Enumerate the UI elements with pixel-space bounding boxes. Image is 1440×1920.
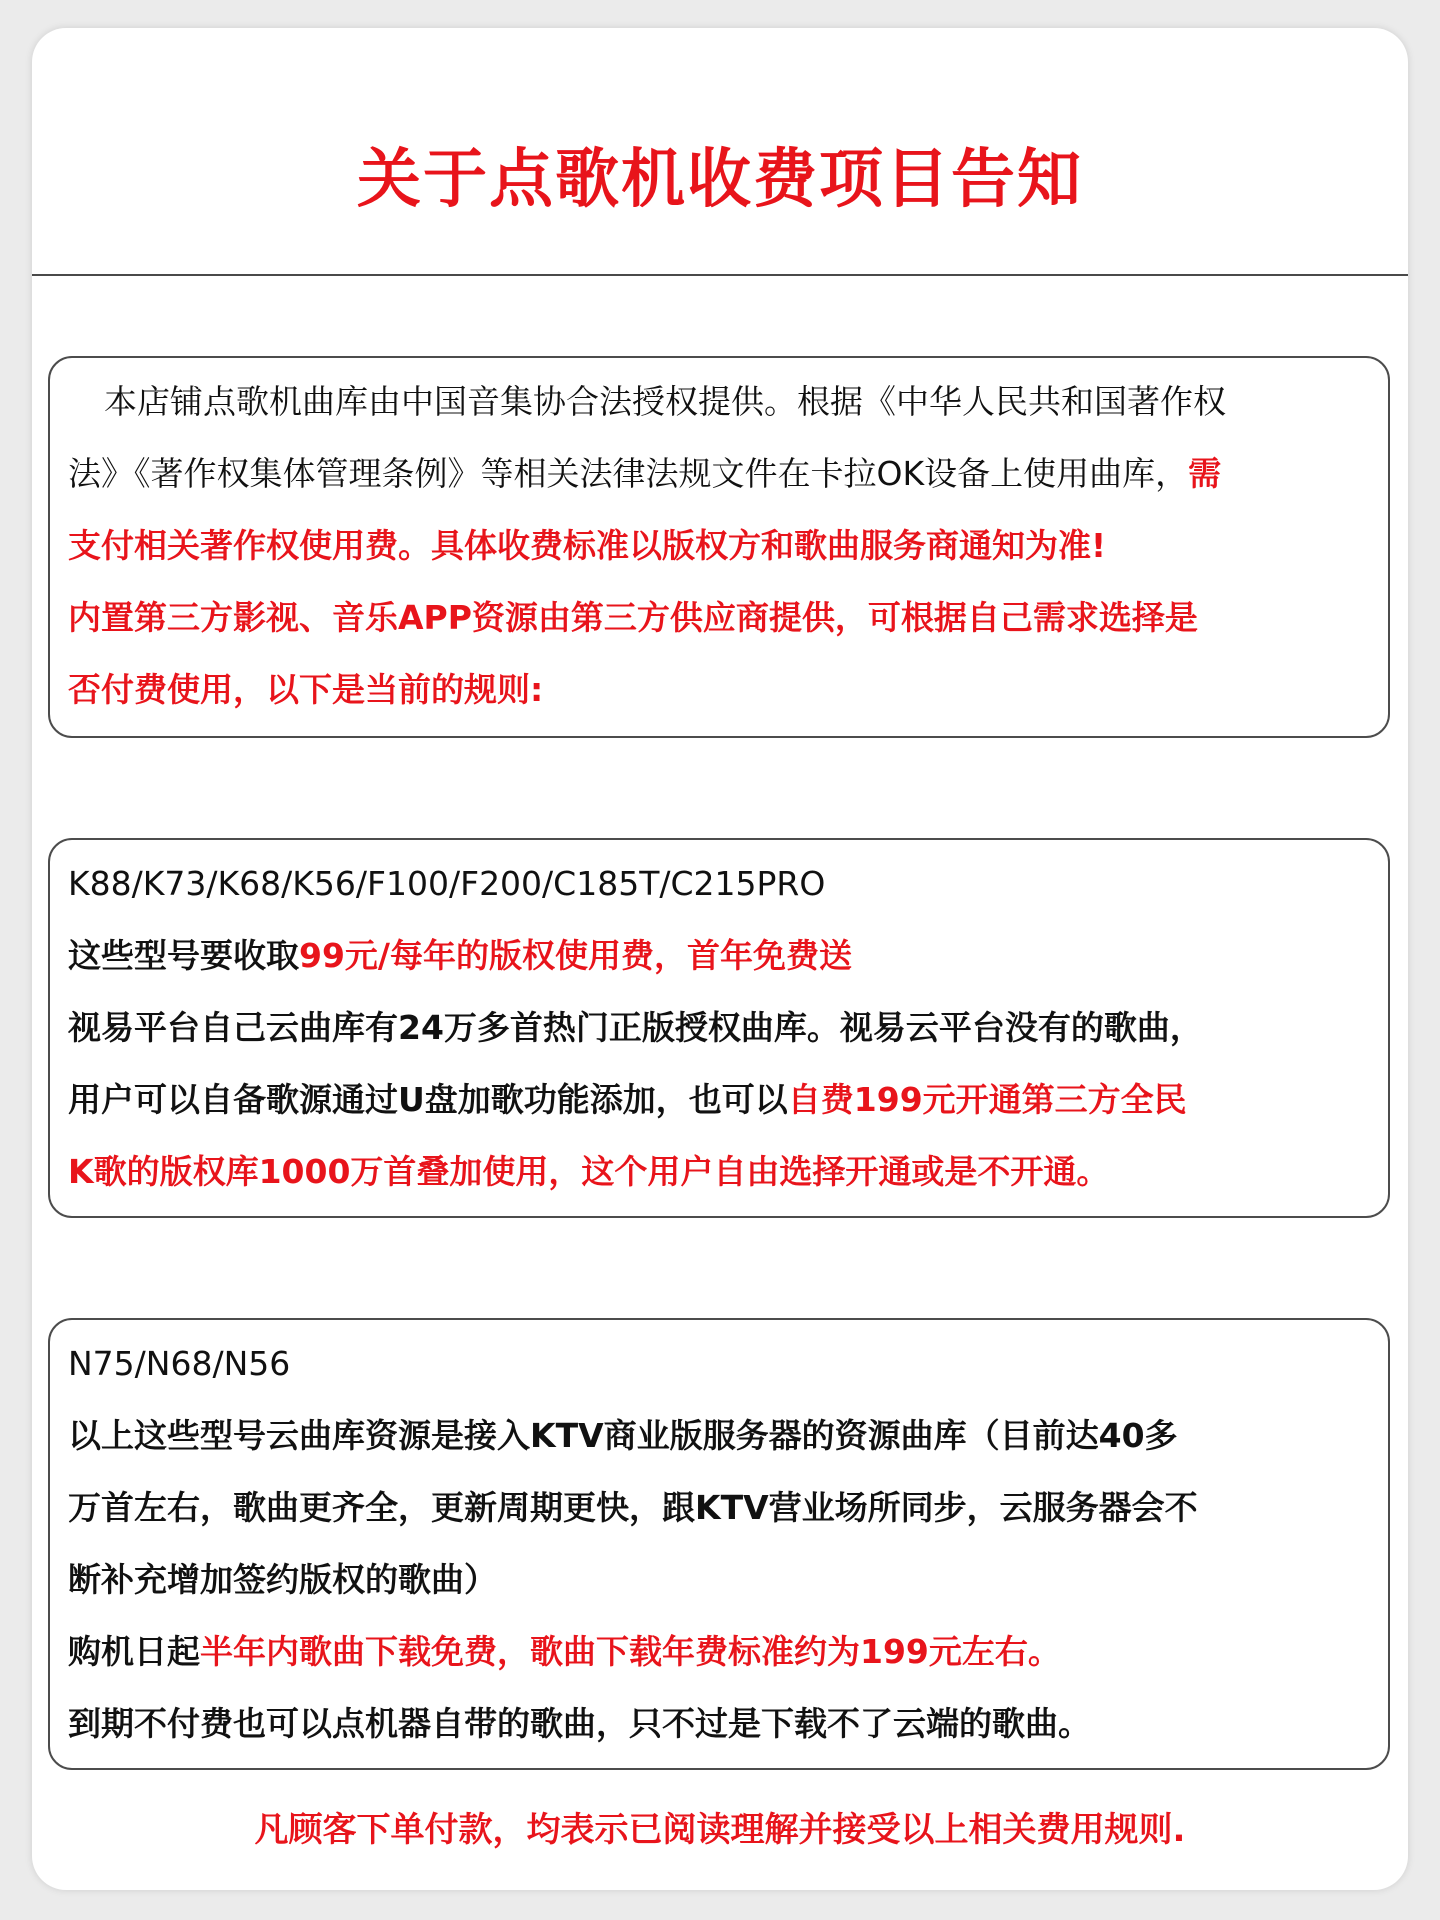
section1-line-2-text: 法》《著作权集体管理条例》等相关法律法规文件在卡拉OK设备上使用曲库， xyxy=(68,454,1189,493)
section2-line-4 xyxy=(68,1064,1374,1136)
page-title: 关于点歌机收费项目告知 xyxy=(357,143,1083,217)
section3-line-3: 万首左右，歌曲更齐全，更新周期更快，跟KTV营业场所同步，云服务器会不 xyxy=(68,1488,1198,1527)
section2-line-2 xyxy=(68,920,1374,992)
section1-line-3: 支付相关著作权使用费。具体收费标准以版权方和歌曲服务商通知为准! xyxy=(68,526,1107,565)
section1-line-1: 本店铺点歌机曲库由中国音集协合法授权提供。根据《中华人民共和国著作权 xyxy=(104,382,1226,421)
section3-line-5 xyxy=(68,1616,1374,1688)
n-series-rules-box xyxy=(48,1318,1390,1770)
section2-line-4-highlight: 自费199元开通第三方全民 xyxy=(787,1080,1187,1119)
section3-line-4: 断补充增加签约版权的歌曲） xyxy=(68,1560,497,1599)
section2-line-2-text: 这些型号要收取 xyxy=(68,936,299,975)
section1-line-2 xyxy=(68,438,1374,510)
section3-line-6: 到期不付费也可以点机器自带的歌曲，只不过是下载不了云端的歌曲。 xyxy=(68,1704,1091,1743)
section2-line-3: 视易平台自己云曲库有24万多首热门正版授权曲库。视易云平台没有的歌曲， xyxy=(68,1008,1203,1047)
section1-line-4: 内置第三方影视、音乐APP资源由第三方供应商提供，可根据自己需求选择是 xyxy=(68,598,1198,637)
title-divider xyxy=(32,274,1408,276)
section2-models: K88/K73/K68/K56/F100/F200/C185T/C215PRO xyxy=(68,864,826,903)
section2-line-4-text: 用户可以自备歌源通过U盘加歌功能添加，也可以 xyxy=(68,1080,788,1119)
section2-line-2-highlight: 99元/每年的版权使用费，首年免费送 xyxy=(299,936,852,975)
section1-line-2-highlight: 需 xyxy=(1188,454,1222,493)
section3-line-5-text: 购机日起 xyxy=(68,1632,200,1671)
section3-models: N75/N68/N56 xyxy=(68,1344,291,1383)
section2-line-5: K歌的版权库1000万首叠加使用，这个用户自由选择开通或是不开通。 xyxy=(68,1152,1110,1191)
k-series-rules-box xyxy=(48,838,1390,1218)
copyright-notice-box xyxy=(48,356,1390,738)
section3-line-5-highlight: 半年内歌曲下载免费，歌曲下载年费标准约为199元左右。 xyxy=(200,1632,1061,1671)
footer-disclaimer: 凡顾客下单付款，均表示已阅读理解并接受以上相关费用规则. xyxy=(254,1810,1186,1850)
section1-line-5: 否付费使用，以下是当前的规则: xyxy=(68,670,544,709)
section3-line-2: 以上这些型号云曲库资源是接入KTV商业版服务器的资源曲库（目前达40多 xyxy=(68,1416,1178,1455)
